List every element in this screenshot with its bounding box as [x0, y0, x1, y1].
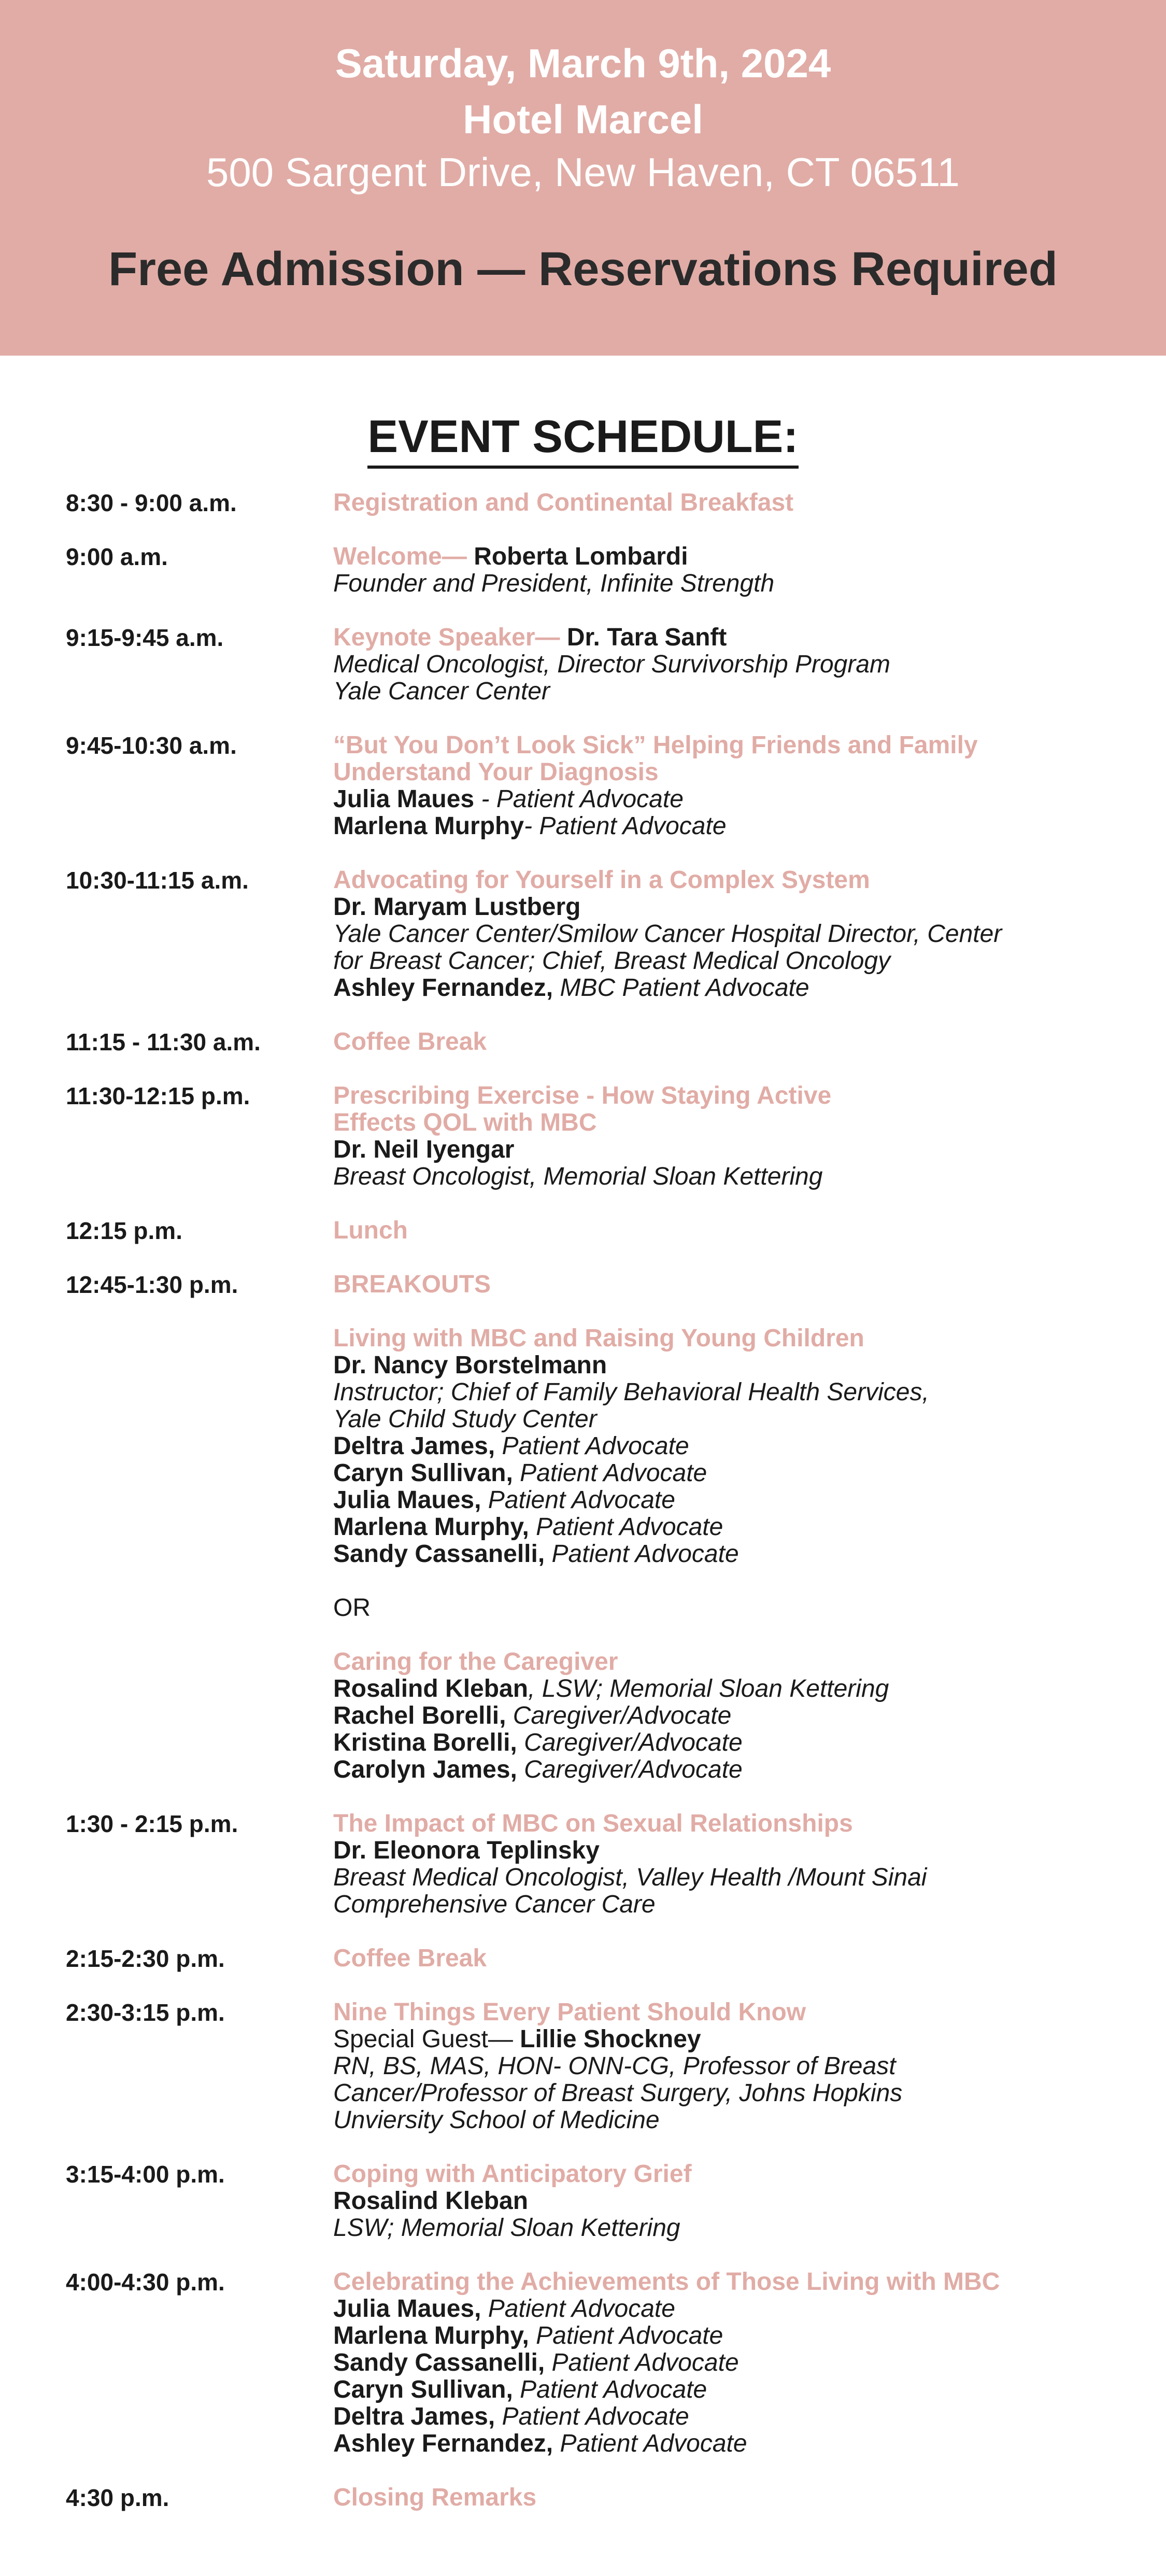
speaker-role: Patient Advocate	[553, 2430, 747, 2457]
session-details	[333, 624, 1135, 705]
session-title: Keynote Speaker—	[333, 624, 560, 651]
schedule-heading: EVENT SCHEDULE:	[367, 412, 798, 469]
speaker-name: Marlena Murphy,	[333, 1513, 529, 1541]
breakout-title: Caring for the Caregiver	[333, 1648, 618, 1676]
panelist	[333, 2349, 1135, 2376]
speaker-role: Patient Advocate	[481, 2295, 675, 2322]
speaker-name: Dr. Neil Iyengar	[333, 1136, 515, 1163]
speaker-role: Breast Oncologist, Memorial Sloan Kettering	[333, 1163, 823, 1190]
panelist	[333, 1433, 1135, 1460]
panelist	[333, 786, 1135, 813]
session-details	[333, 1810, 1135, 1918]
speaker-role: Caregiver/Advocate	[506, 1702, 732, 1729]
speaker-name: Sandy Cassanelli,	[333, 1540, 545, 1568]
speaker-name: Dr. Nancy Borstelmann	[333, 1352, 607, 1379]
schedule-row	[66, 624, 1135, 705]
session-details	[333, 489, 1135, 516]
speaker-name: Caryn Sullivan,	[333, 1459, 513, 1487]
panelist	[333, 1460, 1135, 1487]
session-time: 1:30 - 2:15 p.m.	[66, 1810, 238, 1837]
speaker-role: - Patient Advocate	[474, 785, 684, 813]
speaker-role: Instructor; Chief of Family Behavioral Health Services,	[333, 1378, 929, 1406]
schedule-row	[66, 1999, 1135, 2134]
session-time: 12:45-1:30 p.m.	[66, 1271, 238, 1298]
session-title: Coffee Break	[333, 1028, 487, 1055]
session-title-line	[333, 543, 1135, 570]
session-time: 12:15 p.m.	[66, 1217, 182, 1244]
or-separator: OR	[333, 1594, 371, 1622]
schedule-row	[66, 1271, 1135, 1783]
panelist	[333, 1702, 1135, 1729]
speaker-role: Patient Advocate	[513, 2376, 707, 2403]
panelist	[333, 2403, 1135, 2430]
guest-prefix: Special Guest—	[333, 2025, 520, 2053]
session-title: Welcome—	[333, 543, 467, 570]
session-time: 9:00 a.m.	[66, 543, 168, 570]
speaker-role: Patient Advocate	[545, 2349, 739, 2376]
speaker-name: Sandy Cassanelli,	[333, 2349, 545, 2376]
schedule-row	[66, 732, 1135, 840]
speaker-role: Patient Advocate	[529, 2322, 723, 2349]
session-time: 4:30 p.m.	[66, 2484, 169, 2511]
breakouts-heading: BREAKOUTS	[333, 1271, 491, 1298]
schedule-row	[66, 2269, 1135, 2457]
speaker-name: Rachel Borelli,	[333, 1702, 506, 1729]
speaker-role: MBC Patient Advocate	[553, 974, 809, 1002]
schedule-row	[66, 489, 1135, 516]
panelist	[333, 1514, 1135, 1541]
session-title-continued: Effects QOL with MBC	[333, 1109, 597, 1136]
speaker-role: Patient Advocate	[545, 1540, 739, 1568]
schedule-row	[66, 1217, 1135, 1244]
speaker-role: Patient Advocate	[495, 1432, 689, 1460]
panelist	[333, 1487, 1135, 1514]
panelist	[333, 1676, 1135, 1702]
special-guest-line	[333, 2026, 1135, 2053]
panelist	[333, 2430, 1135, 2457]
speaker-role: Medical Oncologist, Director Survivorship Program	[333, 651, 891, 678]
schedule-row	[66, 1810, 1135, 1918]
session-details	[333, 2269, 1135, 2457]
session-details	[333, 1217, 1135, 1244]
session-title: The Impact of MBC on Sexual Relationships	[333, 1810, 853, 1837]
speaker-role: Caregiver/Advocate	[517, 1729, 743, 1756]
speaker-name: Julia Maues	[333, 785, 475, 813]
speaker-name: Marlena Murphy	[333, 812, 524, 840]
session-time: 9:15-9:45 a.m.	[66, 624, 224, 651]
speaker-affiliation: Comprehensive Cancer Care	[333, 1891, 656, 1918]
schedule-row	[66, 543, 1135, 597]
speaker-role: Patient Advocate	[529, 1513, 723, 1541]
session-title: “But You Don’t Look Sick” Helping Friends and Family	[333, 731, 978, 759]
schedule-row	[66, 2161, 1135, 2242]
session-title: Prescribing Exercise - How Staying Active	[333, 1082, 832, 1109]
session-time: 9:45-10:30 a.m.	[66, 732, 237, 759]
speaker-name: Kristina Borelli,	[333, 1729, 517, 1756]
schedule-heading-wrapper	[0, 412, 1166, 469]
session-title-continued: Understand Your Diagnosis	[333, 758, 659, 786]
event-banner	[0, 0, 1166, 356]
session-title-line	[333, 624, 1135, 651]
speaker-affiliation: Yale Cancer Center	[333, 678, 550, 705]
speaker-name: Deltra James,	[333, 1432, 495, 1460]
speaker-name: Julia Maues,	[333, 2295, 481, 2322]
panelist	[333, 1756, 1135, 1783]
speaker-role: - Patient Advocate	[524, 812, 727, 840]
panelist	[333, 1541, 1135, 1568]
session-details	[333, 2161, 1135, 2242]
event-date: Saturday, March 9th, 2024	[335, 40, 831, 86]
panelist	[333, 2322, 1135, 2349]
speaker-affiliation: Unviersity School of Medicine	[333, 2106, 660, 2134]
speaker-name: Roberta Lombardi	[466, 543, 688, 570]
speaker-role: Yale Cancer Center/Smilow Cancer Hospital Director, Center	[333, 920, 1002, 948]
session-title: Advocating for Yourself in a Complex System	[333, 866, 870, 894]
speaker-name: Caryn Sullivan,	[333, 2376, 513, 2403]
speaker-name: Deltra James,	[333, 2403, 495, 2430]
event-schedule	[0, 489, 1166, 2511]
spacer	[333, 1298, 1135, 1325]
speaker-role: RN, BS, MAS, HON- ONN-CG, Professor of Breast	[333, 2052, 896, 2080]
session-title: Registration and Continental Breakfast	[333, 489, 794, 516]
session-title: Coffee Break	[333, 1945, 487, 1972]
speaker-role: Founder and President, Infinite Strength	[333, 570, 775, 597]
session-details	[333, 1999, 1135, 2134]
schedule-row	[66, 2484, 1135, 2511]
schedule-row	[66, 1082, 1135, 1190]
speaker-role: LSW; Memorial Sloan Kettering	[333, 2214, 680, 2242]
session-title: Lunch	[333, 1217, 408, 1244]
speaker-affiliation: Yale Child Study Center	[333, 1405, 597, 1433]
session-time: 11:15 - 11:30 a.m.	[66, 1029, 261, 1055]
session-time: 11:30-12:15 p.m.	[66, 1082, 250, 1109]
session-time: 8:30 - 9:00 a.m.	[66, 489, 237, 516]
schedule-row	[66, 867, 1135, 1002]
speaker-name: Carolyn James,	[333, 1756, 517, 1783]
speaker-name: Dr. Eleonora Teplinsky	[333, 1837, 600, 1864]
breakout-title: Living with MBC and Raising Young Children	[333, 1325, 864, 1352]
session-time: 4:00-4:30 p.m.	[66, 2269, 225, 2296]
event-venue: Hotel Marcel	[463, 96, 703, 142]
session-details	[333, 1271, 1135, 1783]
session-details	[333, 1945, 1135, 1972]
session-title: Celebrating the Achievements of Those Living with MBC	[333, 2268, 1000, 2296]
session-title: Nine Things Every Patient Should Know	[333, 1998, 806, 2026]
speaker-role: , LSW; Memorial Sloan Kettering	[528, 1675, 889, 1702]
session-details	[333, 732, 1135, 840]
schedule-row	[66, 1945, 1135, 1972]
speaker-name: Ashley Fernandez,	[333, 974, 553, 1002]
speaker-name: Marlena Murphy,	[333, 2322, 529, 2349]
session-details	[333, 1029, 1135, 1055]
speaker-role: Patient Advocate	[495, 2403, 689, 2430]
speaker-name: Dr. Tara Sanft	[560, 624, 727, 651]
speaker-role: Patient Advocate	[513, 1459, 707, 1487]
speaker-name: Rosalind Kleban	[333, 1675, 529, 1702]
session-title: Coping with Anticipatory Grief	[333, 2160, 692, 2188]
session-details	[333, 867, 1135, 1002]
session-details	[333, 1082, 1135, 1190]
speaker-role: Caregiver/Advocate	[517, 1756, 743, 1783]
speaker-role: Patient Advocate	[481, 1486, 675, 1514]
panelist	[333, 813, 1135, 840]
panelist	[333, 1729, 1135, 1756]
panelist	[333, 975, 1135, 1002]
speaker-name: Julia Maues,	[333, 1486, 481, 1514]
session-time: 2:30-3:15 p.m.	[66, 1999, 225, 2026]
schedule-row	[66, 1029, 1135, 1055]
panelist	[333, 2296, 1135, 2322]
session-details	[333, 2484, 1135, 2511]
session-time: 10:30-11:15 a.m.	[66, 867, 249, 894]
panelist	[333, 2376, 1135, 2403]
session-title: Closing Remarks	[333, 2484, 537, 2511]
session-details	[333, 543, 1135, 597]
session-time: 2:15-2:30 p.m.	[66, 1945, 225, 1972]
event-address: 500 Sargent Drive, New Haven, CT 06511	[206, 149, 960, 195]
speaker-name: Rosalind Kleban	[333, 2187, 529, 2215]
speaker-name: Ashley Fernandez,	[333, 2430, 553, 2457]
speaker-name: Lillie Shockney	[520, 2025, 701, 2053]
speaker-role-continued: for Breast Cancer; Chief, Breast Medical Oncology	[333, 947, 891, 975]
speaker-name: Dr. Maryam Lustberg	[333, 893, 581, 921]
speaker-role: Breast Medical Oncologist, Valley Health /Mount Sinai	[333, 1864, 927, 1891]
session-time: 3:15-4:00 p.m.	[66, 2161, 225, 2188]
speaker-role-continued: Cancer/Professor of Breast Surgery, Johns Hopkins	[333, 2079, 903, 2107]
admission-notice: Free Admission — Reservations Required	[108, 243, 1058, 295]
